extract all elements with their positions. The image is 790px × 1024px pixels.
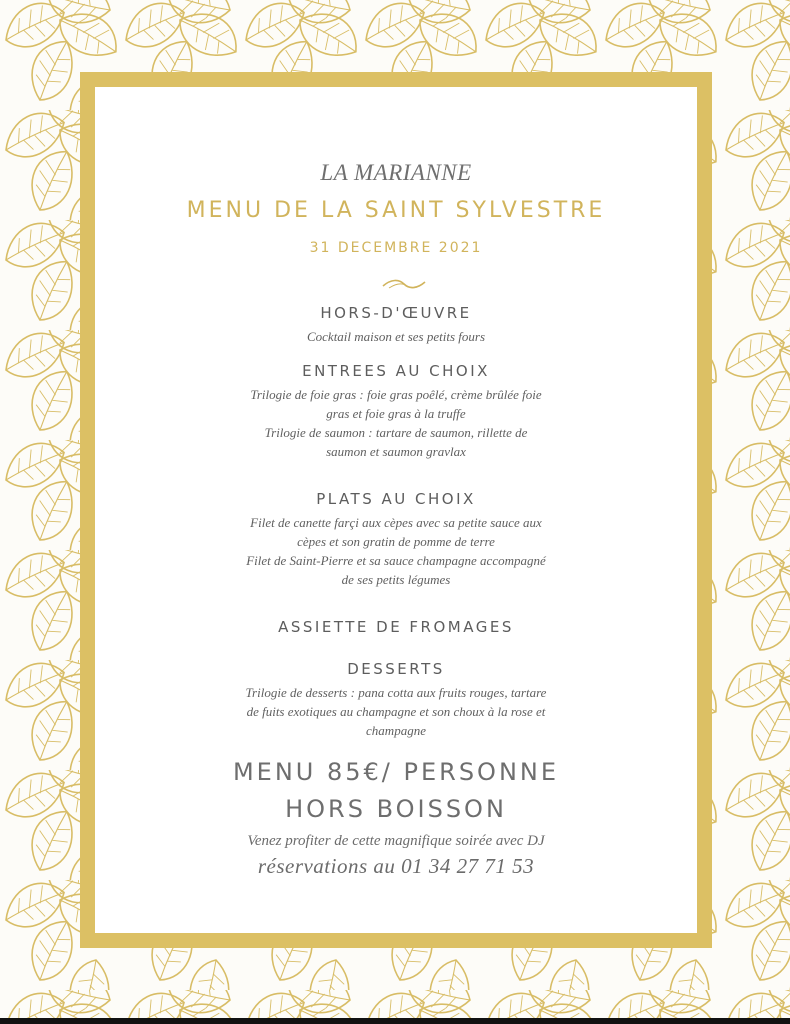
flourish-icon	[381, 277, 427, 291]
menu-line: cèpes et son gratin de pomme de terre	[297, 534, 495, 549]
section-title-plats: PLATS AU CHOIX	[316, 490, 476, 508]
menu-line: de fuits exotiques au champagne et son choux à la rose et	[246, 704, 546, 719]
price-line: MENU 85€/ PERSONNE	[232, 758, 560, 786]
restaurant-name: LA MARIANNE	[320, 160, 472, 185]
menu-line: saumon et saumon gravlax	[326, 444, 466, 459]
menu-line: Trilogie de saumon : tartare de saumon, rillette de	[264, 425, 528, 440]
menu-title: MENU DE LA SAINT SYLVESTRE	[186, 198, 606, 223]
section-text-hors-doeuvre	[226, 327, 566, 346]
menu-line: Filet de canette farçi aux cèpes avec sa petite sauce aux	[250, 515, 542, 530]
drinks-excluded-line: HORS BOISSON	[285, 795, 507, 823]
section-text-plats	[226, 513, 566, 589]
section-text-entrees	[226, 385, 566, 461]
menu-card	[80, 72, 712, 948]
menu-content	[95, 87, 697, 933]
invite-text: Venez profiter de cette magnifique soirée avec DJ	[247, 833, 545, 849]
reservation-text: réservations au 01 34 27 71 53	[257, 854, 535, 878]
menu-line: Filet de Saint-Pierre et sa sauce champagne accompagné	[246, 553, 546, 568]
bottom-edge-bar	[0, 1018, 790, 1024]
menu-line: Cocktail maison et ses petits fours	[306, 329, 486, 344]
menu-line: champagne	[366, 723, 426, 738]
section-text-desserts	[226, 683, 566, 740]
menu-line: gras et foie gras à la truffe	[326, 406, 466, 421]
section-title-entrees: ENTREES AU CHOIX	[302, 362, 490, 380]
menu-line: Trilogie de desserts : pana cotta aux fruits rouges, tartare	[245, 685, 547, 700]
section-title-fromages: ASSIETTE DE FROMAGES	[278, 618, 514, 636]
section-title-hors-doeuvre: HORS-D'ŒUVRE	[320, 304, 472, 322]
menu-line: Trilogie de foie gras : foie gras poêlé, crème brûlée foie	[250, 387, 542, 402]
menu-date: 31 DECEMBRE 2021	[309, 240, 483, 256]
menu-line: de ses petits légumes	[341, 572, 451, 587]
section-title-desserts: DESSERTS	[347, 660, 445, 678]
